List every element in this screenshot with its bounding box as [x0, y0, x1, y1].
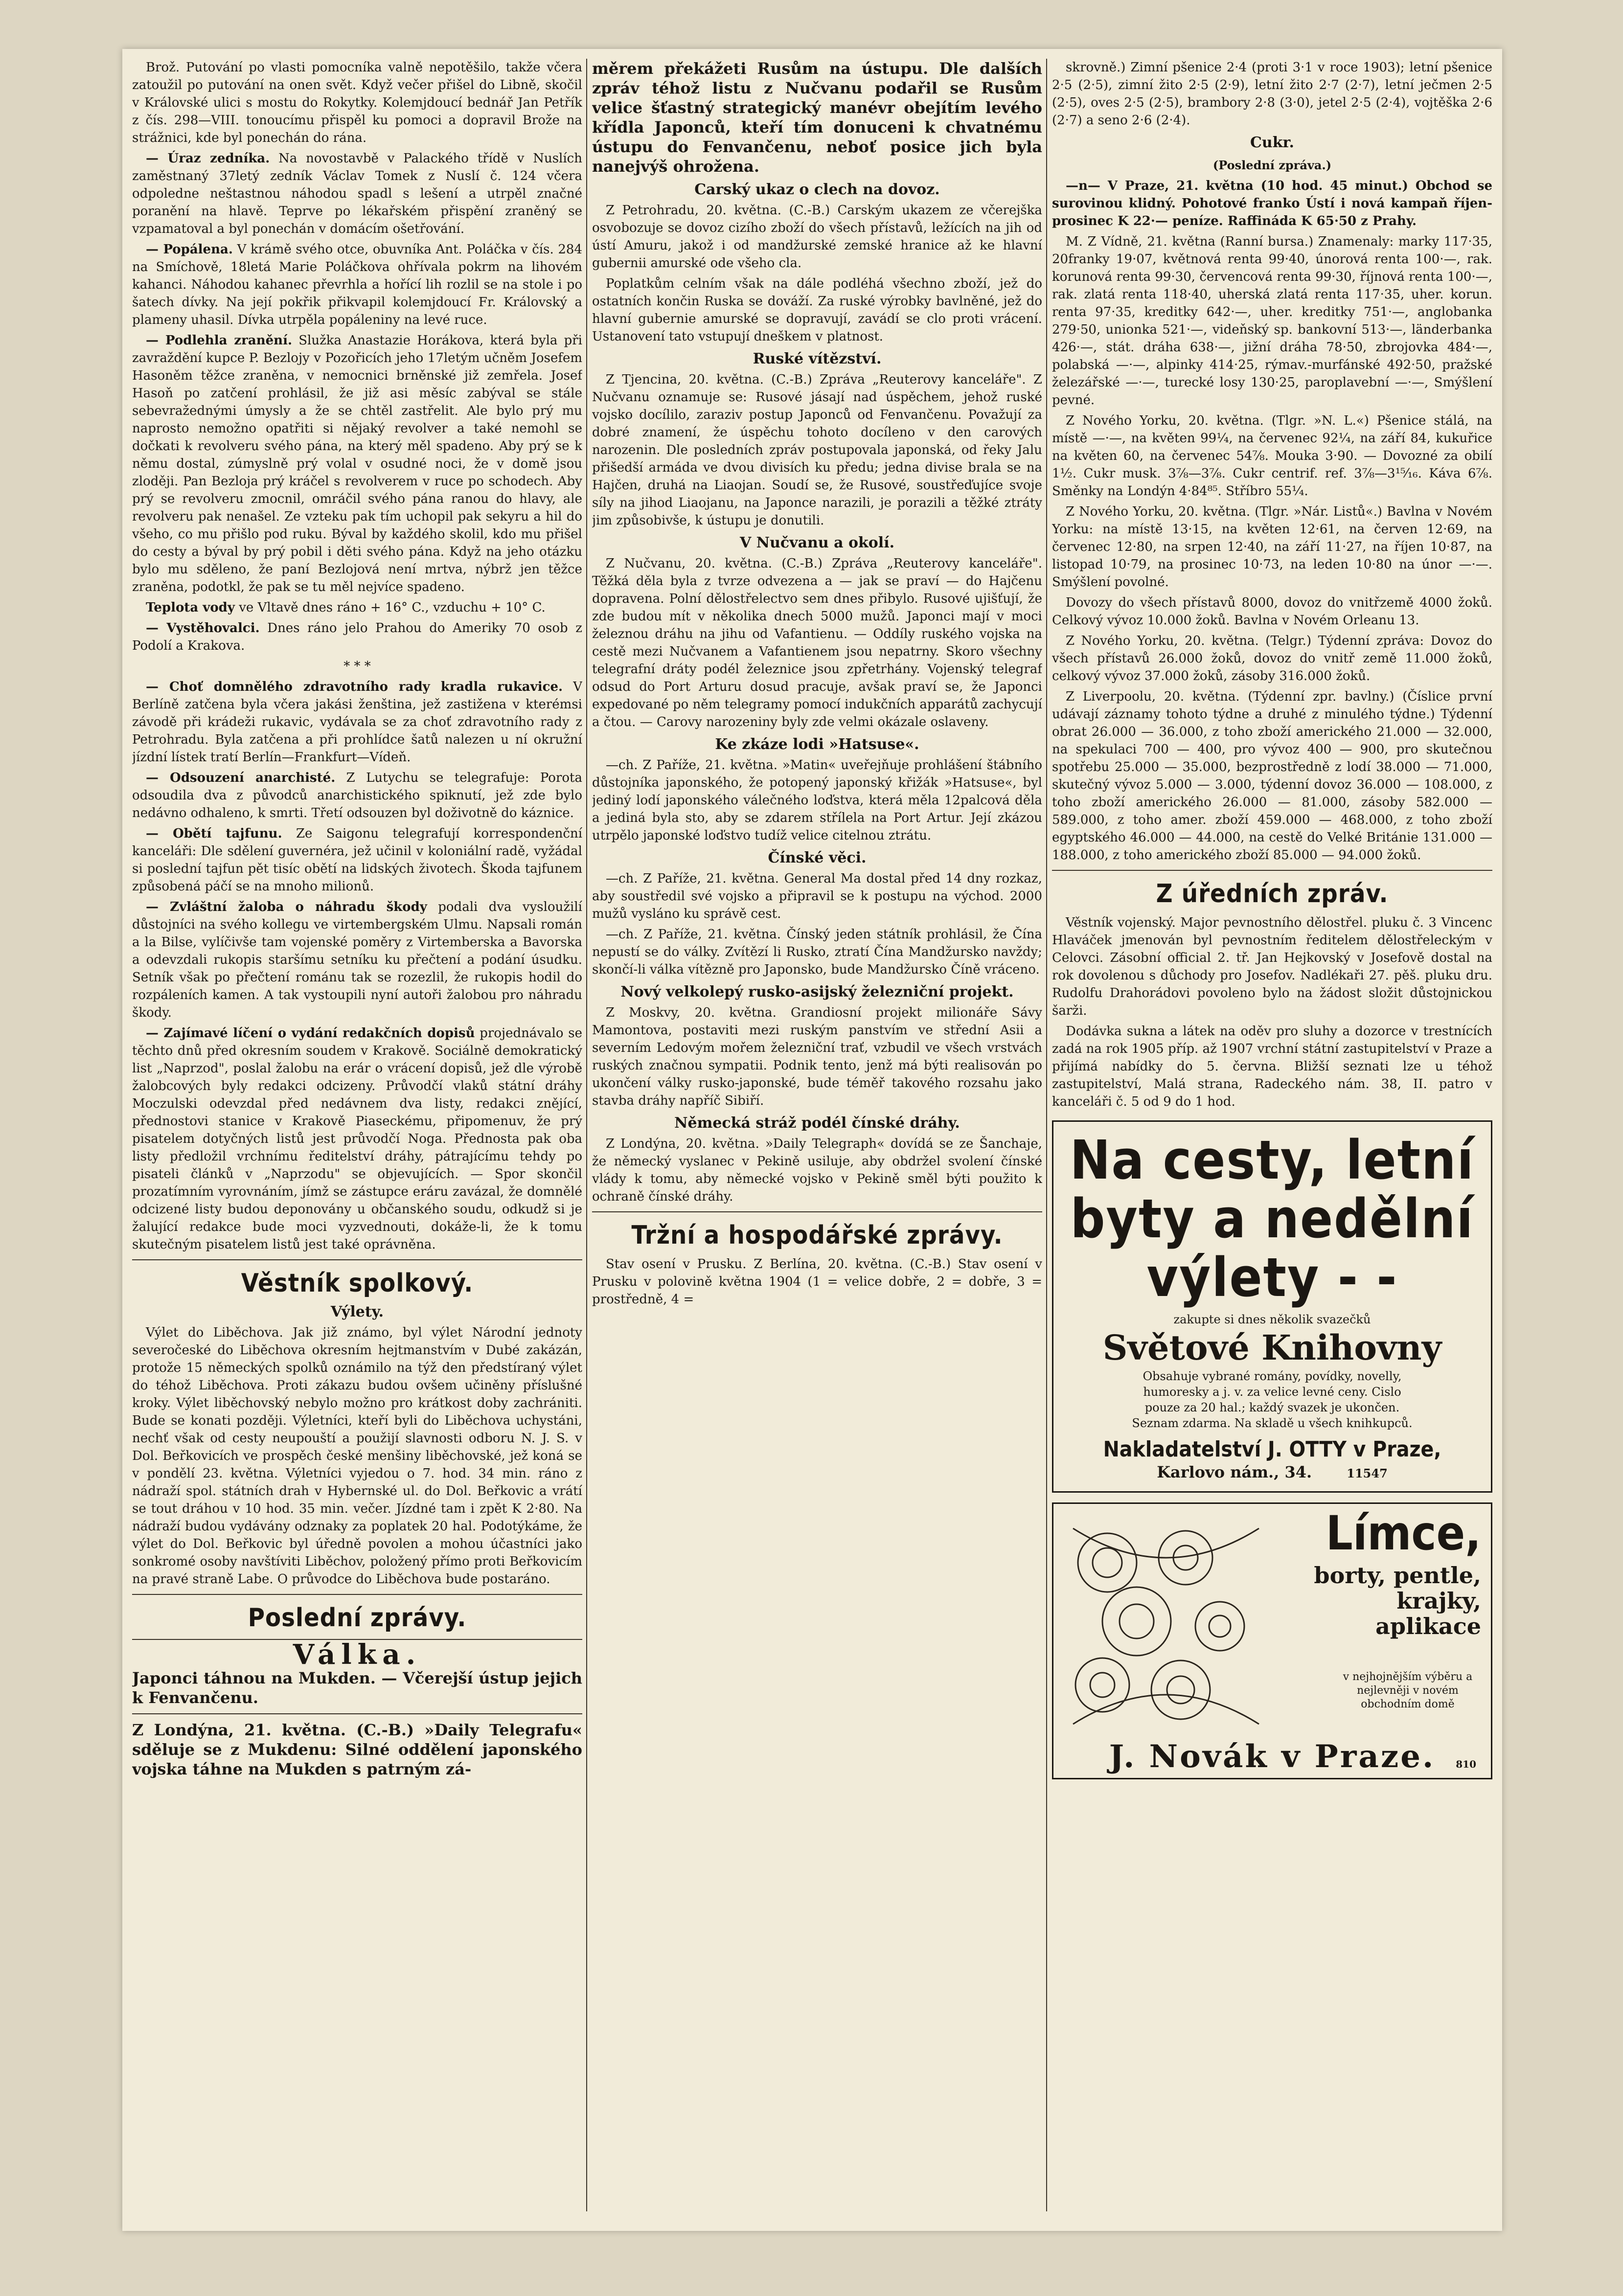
- section-heading-trzni: Tržní a hospodářské zprávy.: [631, 1221, 1003, 1250]
- article-text: projednávalo se těchto dnů před okresním soudem v Krakově. Sociálně demokratický list „Naprzod", poslal žalobu na erár o vrácení dopisů, jež dle výrobě žalobcových byly redakci odcizeny. Průvodčí vlaků státní dráhy Moczulski odevzdal před nedávnem dva listy, redakci znějící, přednostovi stanice v Krakově Piaseckému, připomenuv, že prý pisatelem dotyčných listů jest průvodčí Noga. Přednosta pak oba listy předložil vrchnímu ředitelství dráhy, pátrajícímu tehdy po pisateli článků v „Naprzodu" se objevujících. — Spor skončil prozatímním vyrovnáním, jímž se zástupce eráru zavázal, že domnělé odcizené listy budou deponovány u občanského soudu, odkudž si je žalující redakce bude moci vyzvednouti, dokáže-li, že k tomu skutečným pisatelem listů jest také oprávněna.: [132, 1026, 582, 1252]
- ad-number: 810: [1456, 1758, 1476, 1770]
- subheading: Německá stráž podél čínské dráhy.: [674, 1114, 960, 1132]
- article-paragraph: Z Nového Yorku, 20. května. (Tlgr. »N. L.«) Pšenice stálá, na místě —·—, na květen 99¼, na červenec 92¼, na září 84, kukuřice na květen 60, na červenec 54⅞. Mouka 3·90. — Dovozné za obilí 1½. Cukr musk. 3⅞—3⅞. Cukr centrif. ref. 3⅞—3¹⁵⁄₁₆. Káva 6⅞. Směnky na Londýn 4·84⁸⁵. Stříbro 55¼.: [1052, 413, 1492, 499]
- subheading-cukr: Cukr.: [1250, 134, 1294, 151]
- advertisement-novak: [1052, 1502, 1492, 1779]
- article-paragraph: Z Liverpoolu, 20. května. (Týdenní zpr. bavlny.) (Číslice první udávají záznamy tohoto týdne a druhé z minulého týdne.) Týdenní obrat 26.000 — 36.000, z toho zboží amerického 21.000 — 32.000, na spekulaci 700 — 400, pro vývoz 400 — 900, pro skutečnou spotřebu 25.000 — 35.000, bezprostředně z lodí 38.000 — 71.000, skutečný vývoz 5.000 — 3.000, týdenní dovoz 36.000 — 108.000, z toho zboží amerického 26.000 — 81.000, zásoby 582.000 — 589.000, z toho amer. zboží 459.000 — 468.000, z toho zboží egyptského 46.000 — 44.000, na cestě do Velké Británie 131.000 — 188.000, z toho amerického zboží 85.000 — 94.000 žoků.: [1052, 689, 1492, 863]
- article-paragraph: [132, 898, 582, 1022]
- headline: měrem překážeti Rusům na ústupu. Dle dalších zpráv téhož listu z Nučvanu podařil se Rusům velice šťastný strategický manévr obejítím levého křídla Japonců, kteří tím donuceni k chvatnému ústupu do Fenvančenu, neboť posice jich byla nanejvýš ohrožena.: [592, 59, 1042, 176]
- subheading-vylety: Výlety.: [330, 1303, 384, 1320]
- article-paragraph: [132, 1024, 582, 1253]
- article-lead: — Choť domnělého zdravotního rady kradla rukavice.: [146, 680, 563, 694]
- section-heading-vestnik: Věstník spolkový.: [241, 1269, 474, 1298]
- ad-title: Límce,: [1326, 1506, 1481, 1561]
- article-paragraph: Z Petrohradu, 20. května. (C.-B.) Carským ukazem ze včerejška osvobozuje se dovoz cizího zboží do všech přístavů, ležících na jih od ústí Amuru, jakož i od mandžurské zemské hranice až ke hlavní gubernii amurské ode všeho cla.: [592, 203, 1042, 271]
- article-text: Služka Anastazie Horákova, která byla při zavraždění kupce P. Bezlojy v Pozořicích jeho 17letým učněm Josefem Hasoněm těžce zraněna, v nemocnici brněnské již zemřela. Josef Hasoň po zatčení prohlásil, že již asi měsíc zabýval se stále sebevražednými úmysly a že se chtěl zastřelit. Ale bylo prý mu naprosto nemožno opatřiti si nějaký revolver a také nemohl se dočkati k revolveru svého pána, na který měl spadeno. Aby prý se k němu dostal, zúmyslně prý volal v osudné noci, že v domě jsou zloději. Pan Bezloja prý kráčel s revolverem v ruce po schodech. Aby prý se revolveru zmocnil, omráčil svého pána ranou do hlavy, ale revolveru pak nenašel. Ze vzteku pak tím uchopil pak sekyru a hil do všeho, co mu přišlo pod ruku. Býval by každého skolil, kdo mu přišel do cesty a býval by prý pobil i děti svého pána. Když na jeho otázku bylo mu sděleno, že paní Bezlojová není mrtva, nýbrž jen těžce zraněna, podotkl, že pak se tu měl nejvíce spadeno.: [132, 333, 582, 594]
- subheading: Carský ukaz o clech na dovoz.: [694, 181, 940, 198]
- lace-illustration: [1063, 1519, 1269, 1734]
- section-heading-uredni: Z úředních zpráv.: [1156, 879, 1389, 909]
- article-lead: — Odsouzení anarchisté.: [146, 771, 336, 785]
- subheading: V Nučvanu a okolí.: [739, 534, 895, 551]
- section-heading-valka: Válka.: [293, 1638, 422, 1671]
- article-lead: — Vystěhovalci.: [146, 621, 260, 636]
- ad-publisher: Nakladatelství J. OTTY v Praze,: [1103, 1437, 1441, 1462]
- article-text: Z Lutychu se telegrafuje: Porota odsoudila dva z původců anarchistického spiknutí, jež zde bylo nedávno odhaleno, k smrti. Třetí odsouzen byl doživotně do káznice.: [132, 771, 582, 820]
- column-left: [132, 59, 582, 2211]
- ad-address: [1062, 1463, 1482, 1482]
- article-paragraph: Z Nového Yorku, 20. května. (Telgr.) Týdenní zpráva: Dovoz do všech přístavů 26.000 žoků, dovoz do vnitř země 11.000 žoků, celkový vývoz 37.000 žoků, zásoby 316.000 žoků.: [1052, 634, 1492, 683]
- ad-text: v nejhojnějším výběru a nejlevněji v novém obchodním domě: [1343, 1671, 1473, 1710]
- article-paragraph: [132, 241, 582, 329]
- article-paragraph: Stav osení v Prusku. Z Berlína, 20. května. (C.-B.) Stav osení v Prusku v polovině května 1904 (1 = velice dobře, 2 = dobře, 3 = prostředně, 4 =: [592, 1257, 1042, 1307]
- advertisement-svetova-knihovna: [1052, 1120, 1492, 1493]
- subheading: Čínské věci.: [768, 849, 867, 866]
- subheading-posledni-zprava: (Poslední zpráva.): [1212, 158, 1332, 172]
- ad-shop: J. Novák v Praze.: [1109, 1738, 1436, 1775]
- article-lead: — Obětí tajfunu.: [146, 826, 282, 841]
- article-paragraph: Dovozy do všech přístavů 8000, dovoz do vnitřzemě 4000 žoků. Celkový vývoz 10.000 žoků. Bavlna v Novém Orleanu 13.: [1052, 595, 1492, 628]
- article-paragraph: [132, 150, 582, 238]
- article-text: Na novostavbě v Palackého třídě v Nuslích zaměstnaný 37letý zedník Václav Tomek z Nuslí č. 124 včera odpoledne neštastnou náhodou spadl s lešení a utrpěl značné poranění na hlavě. Teprve po lékařském přispění zraněný se vzpamatoval a byl ponechán v domácím ošetřování.: [132, 151, 582, 236]
- article-paragraph: [132, 769, 582, 822]
- subheading: Ke zkáze lodi »Hatsuse«.: [715, 736, 919, 753]
- ad-address-text: Karlovo nám., 34.: [1157, 1463, 1312, 1481]
- article-paragraph: Brož. Putování po vlasti pomocníka valně nepotěšilo, takže včera zatoužil po putování na onen svět. Když večer přišel do Libně, skočil v Královské ulici s mostu do Rokytky. Kolemjdoucí bednář Jan Petřík z čís. 298—VIII. tonoucímu přispěl ku pomoci a dopravil Brože na strážnici, kde byl ponechán do rána.: [132, 60, 582, 145]
- article-paragraph: skrovně.) Zimní pšenice 2·4 (proti 3·1 v roce 1903); letní pšenice 2·5 (2·5), zimní žito 2·5 (2·9), letní žito 2·7 (2·7), letní ječmen 2·5 (2·5), oves 2·5 (2·5), brambory 2·8 (3·0), jetel 2·5 (2·4), vojtěška 2·6 (2·7) a seno 2·6 (2·4).: [1052, 60, 1492, 128]
- divider: [132, 1259, 582, 1260]
- article-lead: — Popálena.: [146, 242, 233, 257]
- article-text: Dnes ráno jelo Prahou do Ameriky 70 osob z Podolí a Krakova.: [132, 621, 582, 653]
- newspaper-page: [122, 49, 1502, 2231]
- article-paragraph: [132, 599, 582, 616]
- ad-number: 11547: [1347, 1466, 1388, 1480]
- headline: Japonci táhnou na Mukden. — Včerejší ústup jejich k Fenvančenu.: [132, 1669, 582, 1707]
- article-paragraph: Dodávka sukna a látek na oděv pro sluhy a dozorce v trestnících zadá na rok 1905 příp. až 1907 vrchní státní zastupitelství v Praze a přijímá nabídky do 5. června. Bližší seznati lze u téhož zastupitelství, Malá strana, Radeckého nám. 38, II. patro v kanceláři č. 5 od 9 do 1 hod.: [1052, 1024, 1492, 1109]
- article-paragraph: [132, 825, 582, 895]
- ad-title: Na cesty, letní byty a nedělní výlety - -: [1070, 1129, 1475, 1309]
- column-rule: [1046, 59, 1047, 2211]
- article-paragraph: Z Moskvy, 20. května. Grandiosní projekt milionáře Sávy Mamontova, postaviti mezi ruským panstvím ve střední Asii a severním Ledovým mořem železniční trať, vzbudil ve všech vrstvách ruských značnou sympatii. Podnik tento, jenž má býti realisován po ukončení války rusko-japonské, bude téměř takového rozsahu jako stavba dráhy napříč Sibiří.: [592, 1005, 1042, 1108]
- divider: [592, 1211, 1042, 1212]
- article-text: V krámě svého otce, obuvníka Ant. Poláčka v čís. 284 na Smíchově, 18letá Marie Poláčkova ohřívala pokrm na lihovém kahanci. Náhodou kahanec převrhla a hořící lih rozlil se na stole i po šatech dívky. Na její pokřik přikvapil kolemjdoucí Fr. Královský a plameny uhasil. Dívka utrpěla popáleniny na levé ruce.: [132, 242, 582, 327]
- subheading: Ruské vítězství.: [753, 350, 882, 367]
- column-right: [1052, 59, 1492, 2211]
- ad-brand: Světové Knihovny: [1102, 1327, 1442, 1368]
- divider: [132, 1713, 582, 1714]
- article-lead: — Úraz zedníka.: [146, 151, 270, 166]
- column-rule: [586, 59, 587, 2211]
- article-paragraph: [132, 332, 582, 596]
- article-paragraph: Z Londýna, 20. května. »Daily Telegraph« dovídá se ze Šanchaje, že německý vyslanec v Pekině usiluje, aby obdržel svolení čínské vlády k tomu, aby německé vojsko v Pekině směl býti použito k ochraně čínské dráhy.: [592, 1137, 1042, 1204]
- article-lead: — Zajímavé líčení o vydání redakčních dopisů: [146, 1026, 475, 1041]
- ad-text: Obsahuje vybrané romány, povídky, novelly, humoresky a j. v. za velice levné ceny. Cislo pouze za 20 hal.; každý svazek je ukončen. Seznam zdarma. Na skladě u všech knihkupců.: [1132, 1369, 1413, 1430]
- article-paragraph: —n— V Praze, 21. května (10 hod. 45 minut.) Obchod se surovinou klidný. Pohotové franko Ústí i nová kampaň říjen-prosinec K 22·— peníze. Raffináda K 65·50 z Prahy.: [1052, 179, 1492, 228]
- article-paragraph: Z Nučvanu, 20. května. (C.-B.) Zpráva „Reuterovy kanceláře". Těžká děla byla z tvrze odvezena a — jak se praví — do Hajčenu dopravena. Polní dělostřelectvo sem dnes přibylo. Rusové ujišťují, že zde budou mít v několika dnech 5000 mužů. Japonci mají v moci železnou dráhu na jihu od Vafantienu. — Oddíly ruského vojska na cestě mezi Nučvanem a Vafantienem jsou nepatrny. Skoro všechny telegrafní dráty podél železnice jsou zpřetrhány. Vojenský telegraf odsud do Port Arturu dosud pracuje, avšak praví se, že Japonci expedované po něm telegramy pomocí indukčních apparátů zachycují a čtou. — Carovy narozeniny byly zde velmi okázale oslaveny.: [592, 556, 1042, 729]
- article-text: V Berlíně zatčena byla včera jakási ženština, jež zastižena v kterémsi závodě při krádeži rukavic, vydávala se za choť zdravotního rady z Petrohradu. Byla zatčena a při prohlídce šatů nalezen u ní okružní jízdní lístek tratí Berlín—Frankfurt—Vídeň.: [132, 680, 582, 765]
- divider: [1052, 870, 1492, 871]
- section-stars: * * *: [343, 659, 371, 674]
- article-paragraph: [132, 619, 582, 655]
- section-heading-posledni: Poslední zprávy.: [248, 1603, 467, 1633]
- article-paragraph: Výlet do Liběchova. Jak již známo, byl výlet Národní jednoty severočeské do Liběchova okresním hejtmanstvím v Dubé zakázán, protože 15 německých spolků oznámilo na týž den předstíraný výlet do téhož Liběchova. Proti zákazu budou ovšem učiněny příslušné kroky. Výlet liběchovský nebylo možno pro krátkost doby zachrániti. Bude se konati později. Výletníci, kteří byli do Liběchova uchystáni, nechť však od cesty neupouští a použijí slavnosti odboru N. J. S. v Dol. Beřkovicích ve prospěch české menšiny liběchovské, jež koná se v pondělí 23. května. Výletníci vyjedou o 7. hod. 34 min. ráno z nádraží spol. státních drah v Hybernské ul. do Dol. Beřkovic a vrátí se tout dráhou v 10 hod. 35 min. večer. Jízdné tam i zpět K 2·80. Na nádraží budou vydávány odznaky za poplatek 20 hal. Podotýkáme, že výlet do Dol. Beřkovic byl úředně povolen a mohou účastníci jako sonkromé osoby navštíviti Liběchov, položený přímo proti Beřkovicím na pravé straně Labe. O průvodce do Liběchova bude postaráno.: [132, 1325, 582, 1587]
- ad-items: borty, pentle, krajky, aplikace: [1314, 1562, 1481, 1639]
- article-paragraph: —ch. Z Paříže, 21. května. General Ma dostal před 14 dny rozkaz, aby soustředil své vojsko a připravil se k postupu na východ. 2000 mužů vysláno ku správě cest.: [592, 871, 1042, 921]
- column-middle: [592, 59, 1042, 2211]
- divider: [132, 1594, 582, 1595]
- article-lead: — Podlehla zranění.: [146, 333, 293, 348]
- article-paragraph: Z Tjencina, 20. května. (C.-B.) Zpráva „Reuterovy kanceláře". Z Nučvanu oznamuje se: Rusové jásají nad úspěchem, jehož ruské vojsko docílilo, zaraziv postup Japonců od Fenvančenu. Považují za dobré znamení, že úspěchu tohoto docíleno v den carových narozenin. Dle posledních zpráv postupovala japonská, od řeky Jalu přišedší armáda ve dvou divisích ku předu; jedna divise brala se na Hajčen, druhá na Liaojan. Soudí se, že Rusové, soustřeďujíce svoje síly na jihod Liaojanu, na Japonce narazili, je porazili a těžké ztráty jim způsobivše, k ústupu je donutili.: [592, 372, 1042, 528]
- article-paragraph: Věstník vojenský. Major pevnostního dělostřel. pluku č. 3 Vincenc Hlaváček jmenován byl pevnostním ředitelem dělostřeleckým v Celovci. Zásobní official 2. tř. Jan Hejkovský v Josefově dostal na rok dovolenou s důchody pro Josefov. Nadlékaři 27. pěš. pluku dru. Rudolfu Drahorádovi povoleno bylo na žádost složit důstojnickou šarži.: [1052, 915, 1492, 1018]
- article-paragraph: Z Nového Yorku, 20. května. (Tlgr. »Nár. Listů«.) Bavlna v Novém Yorku: na místě 13·15, na květen 12·61, na červen 12·69, na červenec 12·80, na srpen 12·40, na září 11·27, na říjen 10·87, na listopad 10·79, na prosinec 10·73, na leden 10·80 na únor —·—. Smýšlení povolné.: [1052, 504, 1492, 590]
- ad-text: zakupte si dnes několik svazečků: [1173, 1313, 1371, 1326]
- subheading: Nový velkolepý rusko-asijský železniční projekt.: [620, 983, 1014, 1000]
- article-text: podali dva vysloužilí důstojníci na svého kollegu ve virtembergském Ulmu. Napsali román a la Bilse, vylíčivše tam vojenské poměry z Virtemberska a Bavorska a odevzdali rukopis staršímu setníku ku přečtení a podání úsudku. Setník však po přečtení románu tak se rozezlil, že rukopis hodil do rozpáleních kamen. A tak vystoupili nyní autoři žalobou pro náhradu škody.: [132, 900, 582, 1020]
- article-paragraph: [132, 678, 582, 766]
- article-text: Ze Saigonu telegrafují korrespondenční kanceláři: Dle sdělení guvernéra, jež učinil v koloniální radě, vyžádal si poslední tajfun pět tisíc obětí na lidských životech. Škoda tajfunem způsobená páčí se na mnoho milionů.: [132, 826, 582, 894]
- article-paragraph: —ch. Z Paříže, 21. května. Čínský jeden státník prohlásil, že Čína nepustí se do války. Zvítězí li Rusko, ztratí Čína Mandžursko navždy; skončí-li válka vítězně pro Japonsko, bude Mandžursko Číně vráceno.: [592, 927, 1042, 977]
- article-paragraph: Poplatkům celním však na dále podléhá všechno zboží, jež do ostatních končin Ruska se dováží. Za ruské výrobky bavlněné, jež do hlavní gubernie amurské se dopravují, zavádí se clo proti vrácení. Ustanovení tato vstupují dneškem v platnost.: [592, 276, 1042, 344]
- article-paragraph: M. Z Vídně, 21. května (Ranní bursa.) Znamenaly: marky 117·35, 20franky 19·07, květnová renta 99·40, únorová renta 100·—, rak. korunová renta 99·30, červencová renta 99·30, říjnová renta 100·—, rak. zlatá renta 118·40, uherská zlatá renta 117·35, uher. korun. renta 97·35, kreditky 642·—, uher. kreditky 751·—, anglobanka 279·50, unionka 521·—, videňský sp. bankovní 513·—, länderbanka 426·—, stát. dráha 638·—, jižní dráha 78·50, zbrojovka 484·—, polabská —·—, alpinky 414·25, rýmav.-murfánské 492·50, pražské železářské —·—, turecké losy 130·25, paroplavební —·—, Smýšlení pevné.: [1052, 234, 1492, 408]
- headline: Z Londýna, 21. května. (C.-B.) »Daily Telegrafu« sděluje se z Mukdenu: Silné oddělení japonského vojska táhne na Mukden s patrným zá-: [132, 1721, 582, 1778]
- article-lead: — Zvláštní žaloba o náhradu škody: [146, 900, 427, 914]
- article-paragraph: —ch. Z Paříže, 21. května. »Matin« uveřejňuje prohlášení štábního důstojníka japonského, že potopený japonský křižák »Hatsuse«, byl jediný lodí japonského válečného loďstva, která měla 12palcová děla a jediná byla sto, aby se zdarem střílela na Port Artur. Její zkázou utrpělo japonské loďstvo tudíž velice citelnou ztrátu.: [592, 758, 1042, 843]
- article-text: ve Vltavě dnes ráno + 16° C., vzduchu + 10° C.: [239, 600, 546, 615]
- article-lead: Teplota vody: [146, 600, 235, 615]
